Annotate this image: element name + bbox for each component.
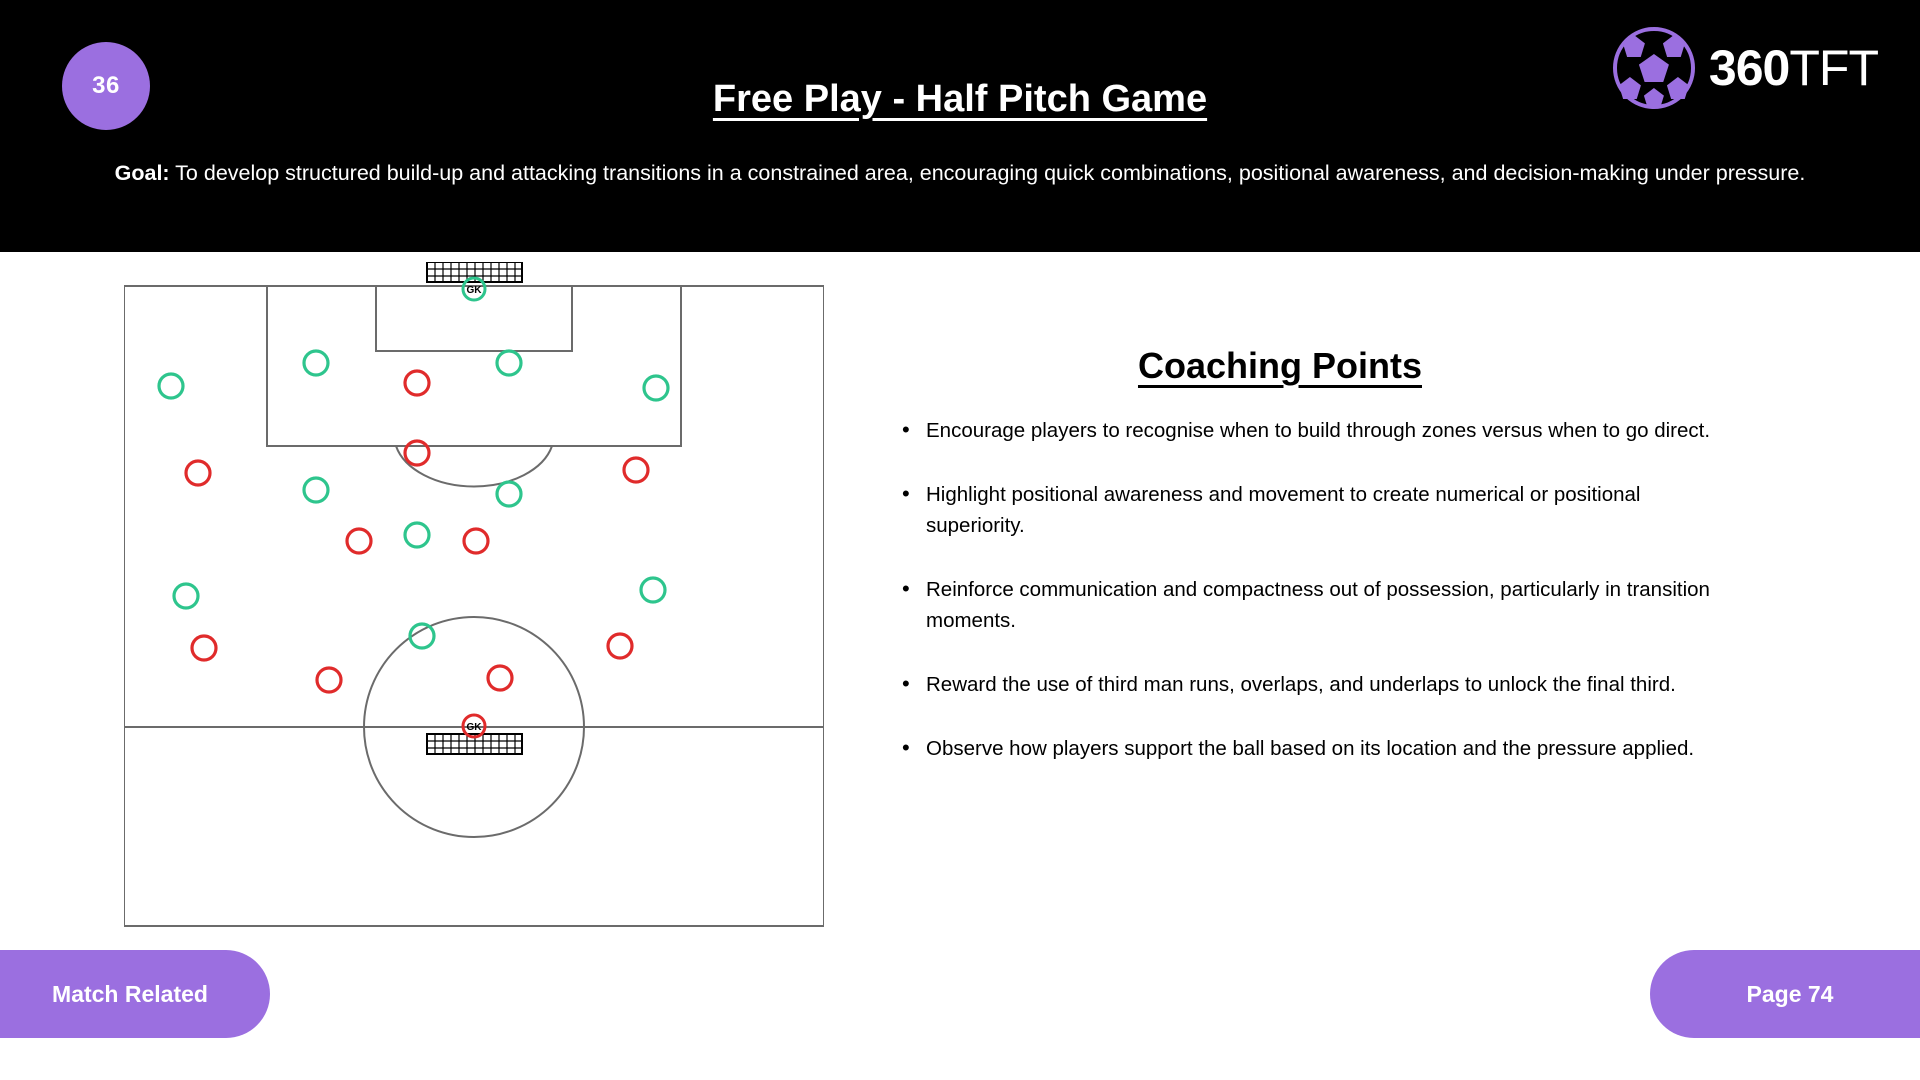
list-item: • Highlight positional awareness and movement to create numerical or positional superiority. (902, 479, 1720, 541)
pitch-svg (124, 262, 824, 952)
header-bar (0, 0, 1920, 252)
goal-text: To develop structured build-up and attacking transitions in a constrained area, encouraging quick combinations, positional awareness, and decision-making under pressure. (169, 161, 1806, 185)
pitch-boundary (124, 286, 824, 926)
goal-description (110, 155, 1810, 192)
page-title: Free Play - Half Pitch Game (712, 78, 1208, 120)
category-pill-match-related[interactable]: Match Related (0, 950, 270, 1038)
slide-number-badge: 36 (62, 42, 150, 130)
page-number-pill[interactable]: Page 74 (1650, 950, 1920, 1038)
svg-text:GK: GK (466, 722, 482, 733)
brand-name-light: TFT (1789, 40, 1878, 96)
coaching-points-title: Coaching Points (1137, 345, 1422, 386)
list-item: • Reinforce communication and compactness out of possession, particularly in transition moments. (902, 574, 1720, 636)
goal-label: Goal: (114, 161, 170, 185)
brand-name (1709, 39, 1878, 97)
soccer-ball-icon (1613, 27, 1695, 109)
brand-logo (1613, 25, 1878, 111)
svg-text:GK: GK (466, 285, 482, 296)
list-item: • Encourage players to recognise when to build through zones versus when to go direct. (902, 415, 1720, 446)
list-item: • Reward the use of third man runs, overlaps, and underlaps to unlock the final third. (902, 669, 1720, 700)
coaching-points-list (880, 415, 1720, 797)
list-item: • Observe how players support the ball based on its location and the pressure applied. (902, 733, 1720, 764)
pitch-diagram (124, 262, 824, 952)
brand-name-bold: 360 (1708, 40, 1790, 96)
